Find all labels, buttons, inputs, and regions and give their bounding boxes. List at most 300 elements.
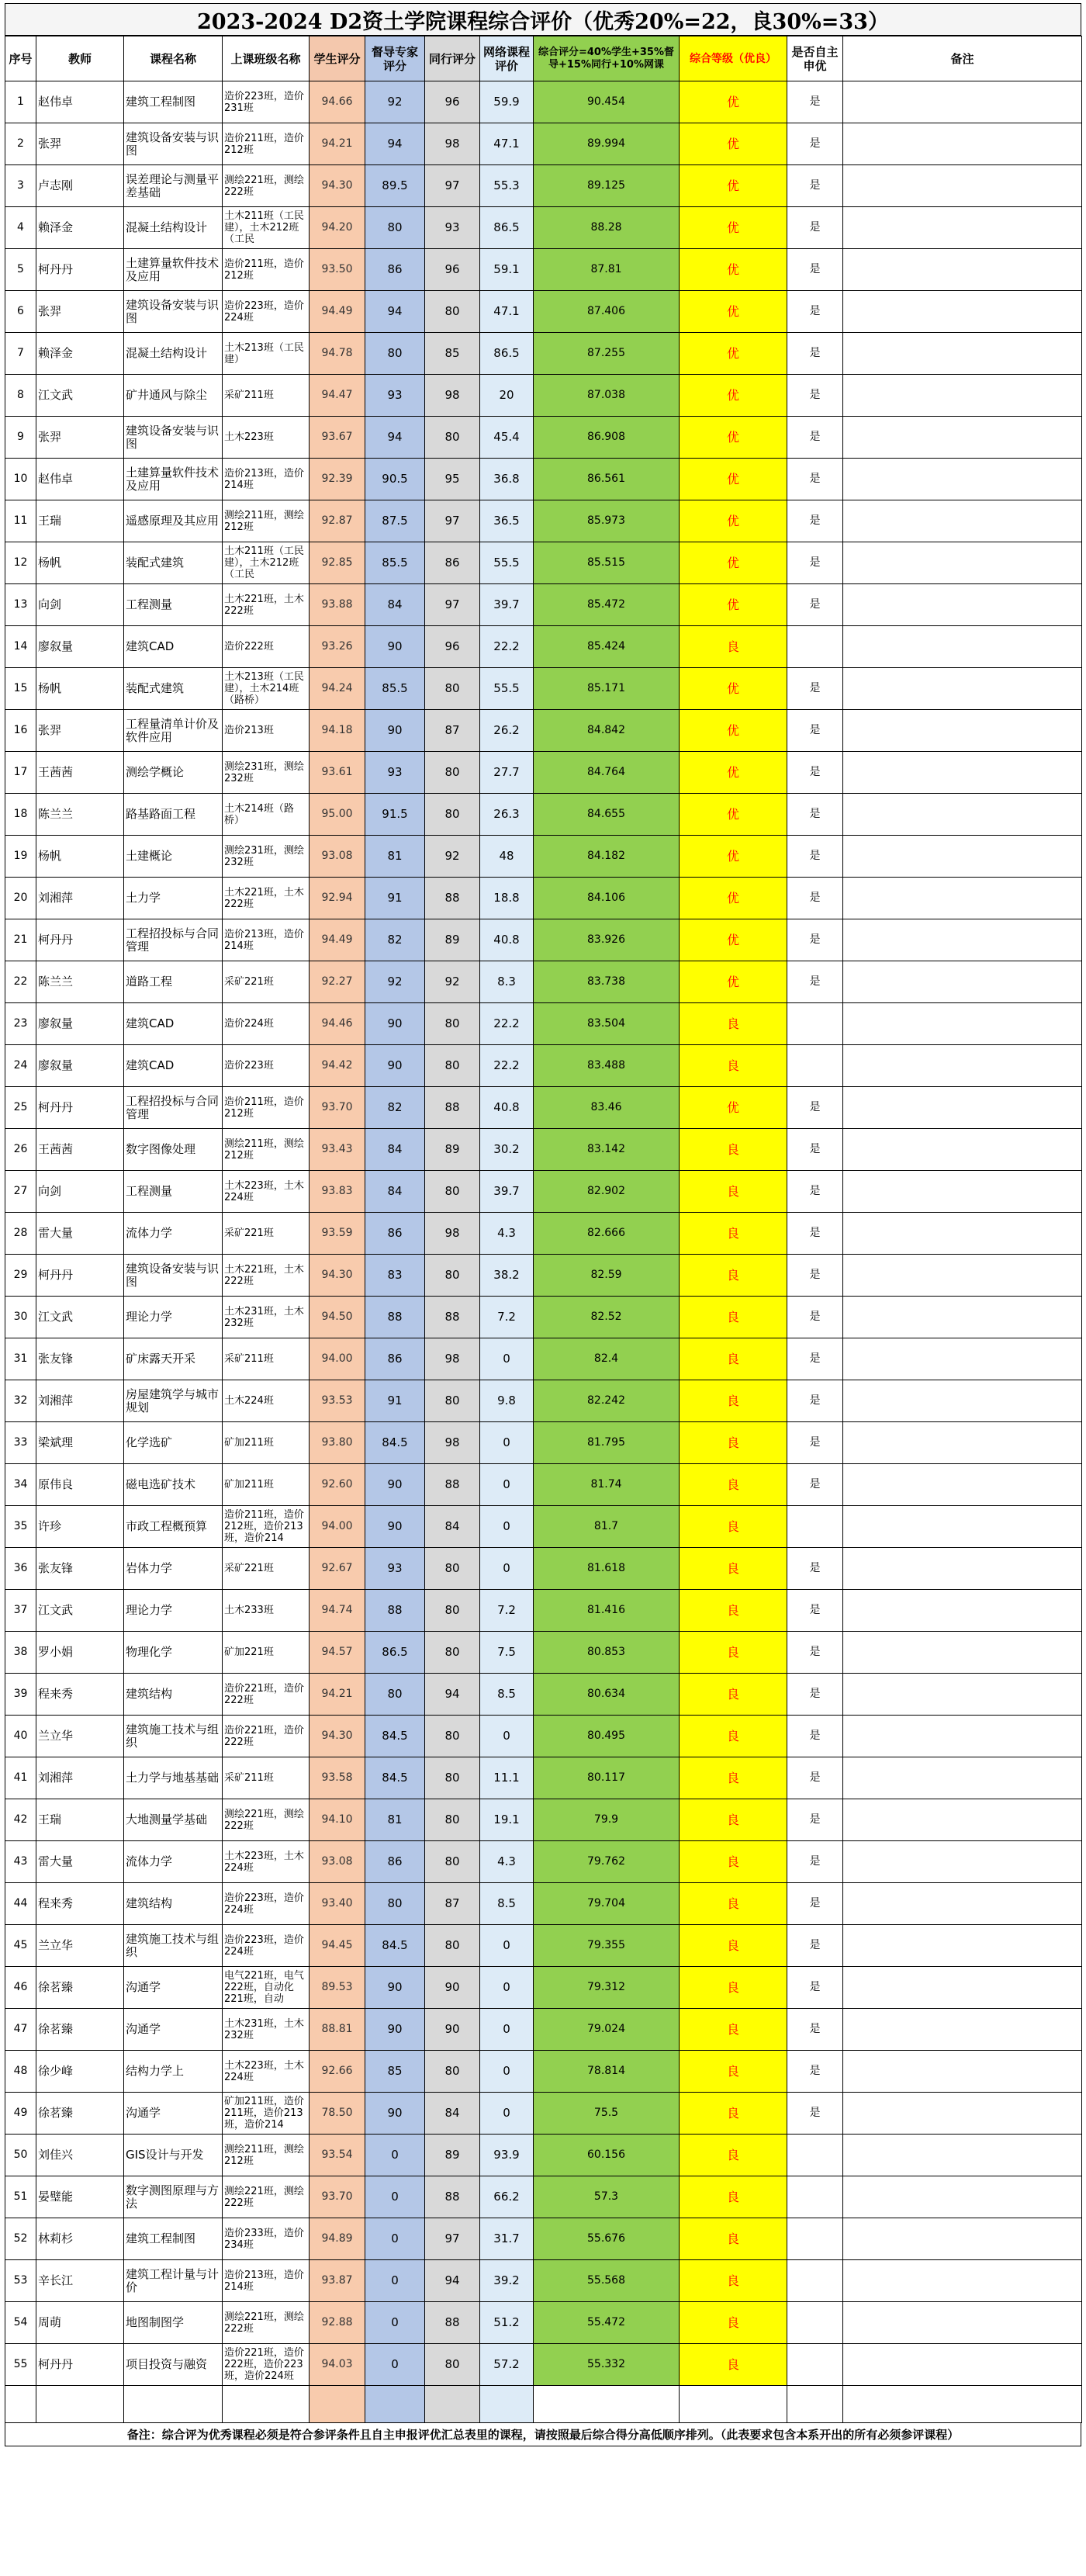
teacher-cell[interactable]: 张友锋: [36, 1548, 124, 1590]
student-score-cell[interactable]: 94.78: [310, 333, 365, 375]
student-score-cell[interactable]: 92.27: [310, 961, 365, 1003]
teacher-cell[interactable]: 周萌: [36, 2302, 124, 2344]
grade-cell[interactable]: 优: [680, 417, 787, 459]
header-grade[interactable]: 综合等级（优良）: [680, 36, 787, 81]
total-score-cell[interactable]: 55.332: [534, 2344, 680, 2386]
self-apply-cell[interactable]: [787, 2218, 843, 2260]
teacher-cell[interactable]: 王茜茜: [36, 752, 124, 794]
teacher-cell[interactable]: 刘佳兴: [36, 2135, 124, 2176]
row-index-cell[interactable]: 10: [5, 459, 36, 500]
row-index-cell[interactable]: 24: [5, 1045, 36, 1087]
class-name-cell[interactable]: 测绘211班，测绘212班: [223, 500, 310, 542]
grade-cell[interactable]: 优: [680, 207, 787, 249]
peer-score-cell[interactable]: 88: [425, 2302, 480, 2344]
note-cell[interactable]: [843, 710, 1082, 752]
course-name-cell[interactable]: 遥感原理及其应用: [124, 500, 223, 542]
row-index-cell[interactable]: 12: [5, 542, 36, 584]
self-apply-cell[interactable]: 是: [787, 584, 843, 626]
note-cell[interactable]: [843, 249, 1082, 291]
self-apply-cell[interactable]: 是: [787, 1171, 843, 1213]
note-cell[interactable]: [843, 2218, 1082, 2260]
expert-score-cell[interactable]: 90: [365, 2009, 425, 2051]
course-name-cell[interactable]: 建筑设备安装与识图: [124, 123, 223, 165]
teacher-cell[interactable]: 柯丹丹: [36, 1255, 124, 1297]
teacher-cell[interactable]: 江文武: [36, 1590, 124, 1632]
note-cell[interactable]: [843, 2135, 1082, 2176]
net-score-cell[interactable]: 22.2: [480, 1003, 534, 1045]
grade-cell[interactable]: 优: [680, 123, 787, 165]
total-score-cell[interactable]: 82.59: [534, 1255, 680, 1297]
peer-score-cell[interactable]: 93: [425, 207, 480, 249]
self-apply-cell[interactable]: 是: [787, 919, 843, 961]
note-cell[interactable]: [843, 1716, 1082, 1757]
self-apply-cell[interactable]: 是: [787, 333, 843, 375]
note-cell[interactable]: [843, 375, 1082, 417]
total-score-cell[interactable]: 83.46: [534, 1087, 680, 1129]
row-index-cell[interactable]: 26: [5, 1129, 36, 1171]
expert-score-cell[interactable]: 0: [365, 2260, 425, 2302]
total-score-cell[interactable]: 82.902: [534, 1171, 680, 1213]
self-apply-cell[interactable]: 是: [787, 459, 843, 500]
net-score-cell[interactable]: 8.5: [480, 1674, 534, 1716]
class-name-cell[interactable]: 土木223班: [223, 417, 310, 459]
class-name-cell[interactable]: 测绘221班，测绘222班: [223, 2176, 310, 2218]
self-apply-cell[interactable]: 是: [787, 1213, 843, 1255]
expert-score-cell[interactable]: 88: [365, 1297, 425, 1338]
expert-score-cell[interactable]: 90.5: [365, 459, 425, 500]
grade-cell[interactable]: 良: [680, 1338, 787, 1380]
class-name-cell[interactable]: 测绘221班，测绘222班: [223, 2302, 310, 2344]
peer-score-cell[interactable]: 88: [425, 1297, 480, 1338]
expert-score-cell[interactable]: 87.5: [365, 500, 425, 542]
peer-score-cell[interactable]: 80: [425, 1380, 480, 1422]
row-index-cell[interactable]: 36: [5, 1548, 36, 1590]
peer-score-cell[interactable]: 94: [425, 2260, 480, 2302]
self-apply-cell[interactable]: 是: [787, 1087, 843, 1129]
class-name-cell[interactable]: 电气221班，电气222班，自动化221班，自动: [223, 1967, 310, 2009]
student-score-cell[interactable]: 93.61: [310, 752, 365, 794]
grade-cell[interactable]: 良: [680, 2260, 787, 2302]
course-name-cell[interactable]: 结构力学上: [124, 2051, 223, 2093]
grade-cell[interactable]: 良: [680, 1590, 787, 1632]
total-score-cell[interactable]: 84.842: [534, 710, 680, 752]
row-index-cell[interactable]: 5: [5, 249, 36, 291]
peer-score-cell[interactable]: 97: [425, 165, 480, 207]
expert-score-cell[interactable]: 82: [365, 1087, 425, 1129]
net-score-cell[interactable]: 8.5: [480, 1883, 534, 1925]
peer-score-cell[interactable]: 84: [425, 2093, 480, 2135]
header-student-score[interactable]: 学生评分: [310, 36, 365, 81]
course-name-cell[interactable]: 矿井通风与除尘: [124, 375, 223, 417]
note-cell[interactable]: [843, 1464, 1082, 1506]
teacher-cell[interactable]: 廖叙量: [36, 1003, 124, 1045]
course-name-cell[interactable]: 理论力学: [124, 1590, 223, 1632]
expert-score-cell[interactable]: 93: [365, 375, 425, 417]
row-index-cell[interactable]: 27: [5, 1171, 36, 1213]
teacher-cell[interactable]: 陈兰兰: [36, 794, 124, 836]
grade-cell[interactable]: 良: [680, 1213, 787, 1255]
self-apply-cell[interactable]: 是: [787, 1674, 843, 1716]
course-name-cell[interactable]: 土力学: [124, 878, 223, 919]
class-name-cell[interactable]: 土木213班（工民建），土木214班（路桥）: [223, 668, 310, 710]
class-name-cell[interactable]: 土木231班，土木232班: [223, 2009, 310, 2051]
self-apply-cell[interactable]: 是: [787, 1757, 843, 1799]
grade-cell[interactable]: 优: [680, 794, 787, 836]
grade-cell[interactable]: 优: [680, 1087, 787, 1129]
total-score-cell[interactable]: 85.424: [534, 626, 680, 668]
class-name-cell[interactable]: 土木223班，土木224班: [223, 2051, 310, 2093]
student-score-cell[interactable]: 93.70: [310, 1087, 365, 1129]
class-name-cell[interactable]: 土木211班（工民建），土木212班（工民: [223, 542, 310, 584]
net-score-cell[interactable]: 86.5: [480, 333, 534, 375]
expert-score-cell[interactable]: 90: [365, 1464, 425, 1506]
teacher-cell[interactable]: 江文武: [36, 375, 124, 417]
student-score-cell[interactable]: 92.88: [310, 2302, 365, 2344]
self-apply-cell[interactable]: 是: [787, 1716, 843, 1757]
teacher-cell[interactable]: 赵伟卓: [36, 459, 124, 500]
self-apply-cell[interactable]: [787, 1003, 843, 1045]
course-name-cell[interactable]: 道路工程: [124, 961, 223, 1003]
net-score-cell[interactable]: 47.1: [480, 123, 534, 165]
self-apply-cell[interactable]: 是: [787, 752, 843, 794]
empty-cell[interactable]: [680, 2386, 787, 2423]
net-score-cell[interactable]: 18.8: [480, 878, 534, 919]
total-score-cell[interactable]: 83.926: [534, 919, 680, 961]
note-cell[interactable]: [843, 1674, 1082, 1716]
grade-cell[interactable]: 良: [680, 1003, 787, 1045]
peer-score-cell[interactable]: 80: [425, 291, 480, 333]
total-score-cell[interactable]: 81.618: [534, 1548, 680, 1590]
class-name-cell[interactable]: 造价211班，造价212班: [223, 1087, 310, 1129]
net-score-cell[interactable]: 4.3: [480, 1841, 534, 1883]
self-apply-cell[interactable]: 是: [787, 1297, 843, 1338]
row-index-cell[interactable]: 6: [5, 291, 36, 333]
total-score-cell[interactable]: 89.994: [534, 123, 680, 165]
peer-score-cell[interactable]: 95: [425, 459, 480, 500]
peer-score-cell[interactable]: 80: [425, 1632, 480, 1674]
row-index-cell[interactable]: 25: [5, 1087, 36, 1129]
class-name-cell[interactable]: 造价223班，造价224班: [223, 1883, 310, 1925]
student-score-cell[interactable]: 94.49: [310, 291, 365, 333]
net-score-cell[interactable]: 45.4: [480, 417, 534, 459]
net-score-cell[interactable]: 57.2: [480, 2344, 534, 2386]
class-name-cell[interactable]: 测绘231班，测绘232班: [223, 836, 310, 878]
self-apply-cell[interactable]: [787, 2176, 843, 2218]
student-score-cell[interactable]: 94.30: [310, 1716, 365, 1757]
row-index-cell[interactable]: 31: [5, 1338, 36, 1380]
student-score-cell[interactable]: 95.00: [310, 794, 365, 836]
note-cell[interactable]: [843, 1883, 1082, 1925]
student-score-cell[interactable]: 94.66: [310, 81, 365, 123]
student-score-cell[interactable]: 93.43: [310, 1129, 365, 1171]
course-name-cell[interactable]: 数字图像处理: [124, 1129, 223, 1171]
total-score-cell[interactable]: 81.795: [534, 1422, 680, 1464]
teacher-cell[interactable]: 廖叙量: [36, 626, 124, 668]
expert-score-cell[interactable]: 80: [365, 1883, 425, 1925]
grade-cell[interactable]: 优: [680, 710, 787, 752]
empty-cell[interactable]: [223, 2386, 310, 2423]
grade-cell[interactable]: 良: [680, 1506, 787, 1548]
row-index-cell[interactable]: 28: [5, 1213, 36, 1255]
teacher-cell[interactable]: 徐茗臻: [36, 2093, 124, 2135]
net-score-cell[interactable]: 9.8: [480, 1380, 534, 1422]
net-score-cell[interactable]: 0: [480, 2093, 534, 2135]
teacher-cell[interactable]: 程来秀: [36, 1883, 124, 1925]
net-score-cell[interactable]: 30.2: [480, 1129, 534, 1171]
class-name-cell[interactable]: 采矿211班: [223, 1757, 310, 1799]
note-cell[interactable]: [843, 291, 1082, 333]
net-score-cell[interactable]: 0: [480, 1716, 534, 1757]
expert-score-cell[interactable]: 86: [365, 249, 425, 291]
course-name-cell[interactable]: 建筑工程制图: [124, 2218, 223, 2260]
grade-cell[interactable]: 良: [680, 1967, 787, 2009]
expert-score-cell[interactable]: 80: [365, 207, 425, 249]
course-name-cell[interactable]: 建筑结构: [124, 1883, 223, 1925]
course-name-cell[interactable]: 数字测图原理与方法: [124, 2176, 223, 2218]
note-cell[interactable]: [843, 1129, 1082, 1171]
grade-cell[interactable]: 良: [680, 2009, 787, 2051]
net-score-cell[interactable]: 0: [480, 2051, 534, 2093]
expert-score-cell[interactable]: 86: [365, 1338, 425, 1380]
course-name-cell[interactable]: 理论力学: [124, 1297, 223, 1338]
class-name-cell[interactable]: 土木221班，土木222班: [223, 1255, 310, 1297]
grade-cell[interactable]: 良: [680, 1799, 787, 1841]
course-name-cell[interactable]: GIS设计与开发: [124, 2135, 223, 2176]
net-score-cell[interactable]: 4.3: [480, 1213, 534, 1255]
expert-score-cell[interactable]: 84: [365, 1129, 425, 1171]
total-score-cell[interactable]: 60.156: [534, 2135, 680, 2176]
class-name-cell[interactable]: 测绘231班，测绘232班: [223, 752, 310, 794]
self-apply-cell[interactable]: 是: [787, 1841, 843, 1883]
total-score-cell[interactable]: 55.472: [534, 2302, 680, 2344]
net-score-cell[interactable]: 39.7: [480, 584, 534, 626]
note-cell[interactable]: [843, 2344, 1082, 2386]
grade-cell[interactable]: 优: [680, 249, 787, 291]
teacher-cell[interactable]: 杨帆: [36, 542, 124, 584]
self-apply-cell[interactable]: 是: [787, 1548, 843, 1590]
course-name-cell[interactable]: 物理化学: [124, 1632, 223, 1674]
net-score-cell[interactable]: 27.7: [480, 752, 534, 794]
header-course[interactable]: 课程名称: [124, 36, 223, 81]
note-cell[interactable]: [843, 878, 1082, 919]
peer-score-cell[interactable]: 92: [425, 961, 480, 1003]
peer-score-cell[interactable]: 84: [425, 1506, 480, 1548]
class-name-cell[interactable]: 土木221班，土木222班: [223, 584, 310, 626]
net-score-cell[interactable]: 0: [480, 1548, 534, 1590]
course-name-cell[interactable]: 土力学与地基基础: [124, 1757, 223, 1799]
total-score-cell[interactable]: 89.125: [534, 165, 680, 207]
row-index-cell[interactable]: 41: [5, 1757, 36, 1799]
course-name-cell[interactable]: 工程招投标与合同管理: [124, 1087, 223, 1129]
note-cell[interactable]: [843, 2302, 1082, 2344]
course-name-cell[interactable]: 项目投资与融资: [124, 2344, 223, 2386]
course-name-cell[interactable]: 建筑CAD: [124, 626, 223, 668]
student-score-cell[interactable]: 94.21: [310, 123, 365, 165]
row-index-cell[interactable]: 2: [5, 123, 36, 165]
expert-score-cell[interactable]: 91: [365, 1380, 425, 1422]
peer-score-cell[interactable]: 80: [425, 1799, 480, 1841]
class-name-cell[interactable]: 土木224班: [223, 1380, 310, 1422]
expert-score-cell[interactable]: 0: [365, 2302, 425, 2344]
student-score-cell[interactable]: 94.21: [310, 1674, 365, 1716]
student-score-cell[interactable]: 94.49: [310, 919, 365, 961]
note-cell[interactable]: [843, 1087, 1082, 1129]
grade-cell[interactable]: 良: [680, 626, 787, 668]
peer-score-cell[interactable]: 87: [425, 1883, 480, 1925]
note-cell[interactable]: [843, 752, 1082, 794]
student-score-cell[interactable]: 94.45: [310, 1925, 365, 1967]
student-score-cell[interactable]: 92.39: [310, 459, 365, 500]
student-score-cell[interactable]: 93.59: [310, 1213, 365, 1255]
course-name-cell[interactable]: 建筑设备安装与识图: [124, 291, 223, 333]
teacher-cell[interactable]: 向剑: [36, 584, 124, 626]
peer-score-cell[interactable]: 90: [425, 2009, 480, 2051]
self-apply-cell[interactable]: 是: [787, 165, 843, 207]
row-index-cell[interactable]: 49: [5, 2093, 36, 2135]
peer-score-cell[interactable]: 97: [425, 2218, 480, 2260]
grade-cell[interactable]: 良: [680, 1297, 787, 1338]
net-score-cell[interactable]: 11.1: [480, 1757, 534, 1799]
net-score-cell[interactable]: 26.2: [480, 710, 534, 752]
row-index-cell[interactable]: 8: [5, 375, 36, 417]
header-peer-score[interactable]: 同行评分: [425, 36, 480, 81]
note-cell[interactable]: [843, 1506, 1082, 1548]
class-name-cell[interactable]: 土木214班（路桥）: [223, 794, 310, 836]
peer-score-cell[interactable]: 80: [425, 752, 480, 794]
header-class[interactable]: 上课班级名称: [223, 36, 310, 81]
grade-cell[interactable]: 良: [680, 1674, 787, 1716]
net-score-cell[interactable]: 40.8: [480, 919, 534, 961]
teacher-cell[interactable]: 赖泽金: [36, 207, 124, 249]
row-index-cell[interactable]: 29: [5, 1255, 36, 1297]
student-score-cell[interactable]: 94.30: [310, 1255, 365, 1297]
class-name-cell[interactable]: 采矿221班: [223, 1213, 310, 1255]
total-score-cell[interactable]: 84.655: [534, 794, 680, 836]
row-index-cell[interactable]: 23: [5, 1003, 36, 1045]
self-apply-cell[interactable]: 是: [787, 1129, 843, 1171]
student-score-cell[interactable]: 93.50: [310, 249, 365, 291]
peer-score-cell[interactable]: 88: [425, 878, 480, 919]
expert-score-cell[interactable]: 81: [365, 836, 425, 878]
header-note[interactable]: 备注: [843, 36, 1082, 81]
teacher-cell[interactable]: 陈兰兰: [36, 961, 124, 1003]
class-name-cell[interactable]: 测绘221班，测绘222班: [223, 165, 310, 207]
expert-score-cell[interactable]: 0: [365, 2176, 425, 2218]
self-apply-cell[interactable]: 是: [787, 81, 843, 123]
teacher-cell[interactable]: 廖叙量: [36, 1045, 124, 1087]
self-apply-cell[interactable]: [787, 626, 843, 668]
course-name-cell[interactable]: 测绘学概论: [124, 752, 223, 794]
self-apply-cell[interactable]: [787, 1506, 843, 1548]
net-score-cell[interactable]: 55.3: [480, 165, 534, 207]
teacher-cell[interactable]: 程来秀: [36, 1674, 124, 1716]
peer-score-cell[interactable]: 80: [425, 1548, 480, 1590]
class-name-cell[interactable]: 矿加211班: [223, 1422, 310, 1464]
grade-cell[interactable]: 良: [680, 1129, 787, 1171]
header-teacher[interactable]: 教师: [36, 36, 124, 81]
expert-score-cell[interactable]: 86: [365, 1213, 425, 1255]
net-score-cell[interactable]: 59.1: [480, 249, 534, 291]
teacher-cell[interactable]: 赖泽金: [36, 333, 124, 375]
note-cell[interactable]: [843, 961, 1082, 1003]
peer-score-cell[interactable]: 80: [425, 668, 480, 710]
header-expert-score[interactable]: 督导专家评分: [365, 36, 425, 81]
net-score-cell[interactable]: 0: [480, 1338, 534, 1380]
teacher-cell[interactable]: 罗小娟: [36, 1632, 124, 1674]
teacher-cell[interactable]: 张羿: [36, 291, 124, 333]
class-name-cell[interactable]: 造价233班，造价234班: [223, 2218, 310, 2260]
expert-score-cell[interactable]: 86.5: [365, 1632, 425, 1674]
grade-cell[interactable]: 良: [680, 1632, 787, 1674]
note-cell[interactable]: [843, 2176, 1082, 2218]
row-index-cell[interactable]: 39: [5, 1674, 36, 1716]
peer-score-cell[interactable]: 88: [425, 1087, 480, 1129]
row-index-cell[interactable]: 30: [5, 1297, 36, 1338]
teacher-cell[interactable]: 雷大量: [36, 1841, 124, 1883]
row-index-cell[interactable]: 13: [5, 584, 36, 626]
net-score-cell[interactable]: 19.1: [480, 1799, 534, 1841]
total-score-cell[interactable]: 83.504: [534, 1003, 680, 1045]
row-index-cell[interactable]: 7: [5, 333, 36, 375]
expert-score-cell[interactable]: 90: [365, 1045, 425, 1087]
net-score-cell[interactable]: 39.2: [480, 2260, 534, 2302]
empty-cell[interactable]: [5, 2386, 36, 2423]
total-score-cell[interactable]: 87.406: [534, 291, 680, 333]
self-apply-cell[interactable]: 是: [787, 1422, 843, 1464]
empty-cell[interactable]: [365, 2386, 425, 2423]
student-score-cell[interactable]: 94.74: [310, 1590, 365, 1632]
note-cell[interactable]: [843, 500, 1082, 542]
teacher-cell[interactable]: 柯丹丹: [36, 249, 124, 291]
peer-score-cell[interactable]: 98: [425, 1422, 480, 1464]
teacher-cell[interactable]: 卢志刚: [36, 165, 124, 207]
grade-cell[interactable]: 优: [680, 878, 787, 919]
grade-cell[interactable]: 优: [680, 836, 787, 878]
net-score-cell[interactable]: 55.5: [480, 542, 534, 584]
course-name-cell[interactable]: 大地测量学基础: [124, 1799, 223, 1841]
net-score-cell[interactable]: 48: [480, 836, 534, 878]
note-cell[interactable]: [843, 165, 1082, 207]
total-score-cell[interactable]: 79.704: [534, 1883, 680, 1925]
teacher-cell[interactable]: 张友锋: [36, 1338, 124, 1380]
expert-score-cell[interactable]: 94: [365, 417, 425, 459]
class-name-cell[interactable]: 造价224班: [223, 1003, 310, 1045]
row-index-cell[interactable]: 46: [5, 1967, 36, 2009]
class-name-cell[interactable]: 造价221班，造价222班: [223, 1716, 310, 1757]
student-score-cell[interactable]: 94.42: [310, 1045, 365, 1087]
teacher-cell[interactable]: 赵伟卓: [36, 81, 124, 123]
teacher-cell[interactable]: 兰立华: [36, 1925, 124, 1967]
expert-score-cell[interactable]: 89.5: [365, 165, 425, 207]
teacher-cell[interactable]: 徐少峰: [36, 2051, 124, 2093]
empty-cell[interactable]: [480, 2386, 534, 2423]
note-cell[interactable]: [843, 2093, 1082, 2135]
grade-cell[interactable]: 良: [680, 1548, 787, 1590]
class-name-cell[interactable]: 造价223班，造价231班: [223, 81, 310, 123]
peer-score-cell[interactable]: 98: [425, 1338, 480, 1380]
course-name-cell[interactable]: 混凝土结构设计: [124, 333, 223, 375]
note-cell[interactable]: [843, 1338, 1082, 1380]
course-name-cell[interactable]: 流体力学: [124, 1841, 223, 1883]
row-index-cell[interactable]: 45: [5, 1925, 36, 1967]
total-score-cell[interactable]: 83.738: [534, 961, 680, 1003]
note-cell[interactable]: [843, 542, 1082, 584]
peer-score-cell[interactable]: 90: [425, 1967, 480, 2009]
class-name-cell[interactable]: 造价213班: [223, 710, 310, 752]
note-cell[interactable]: [843, 1255, 1082, 1297]
grade-cell[interactable]: 优: [680, 668, 787, 710]
expert-score-cell[interactable]: 0: [365, 2344, 425, 2386]
